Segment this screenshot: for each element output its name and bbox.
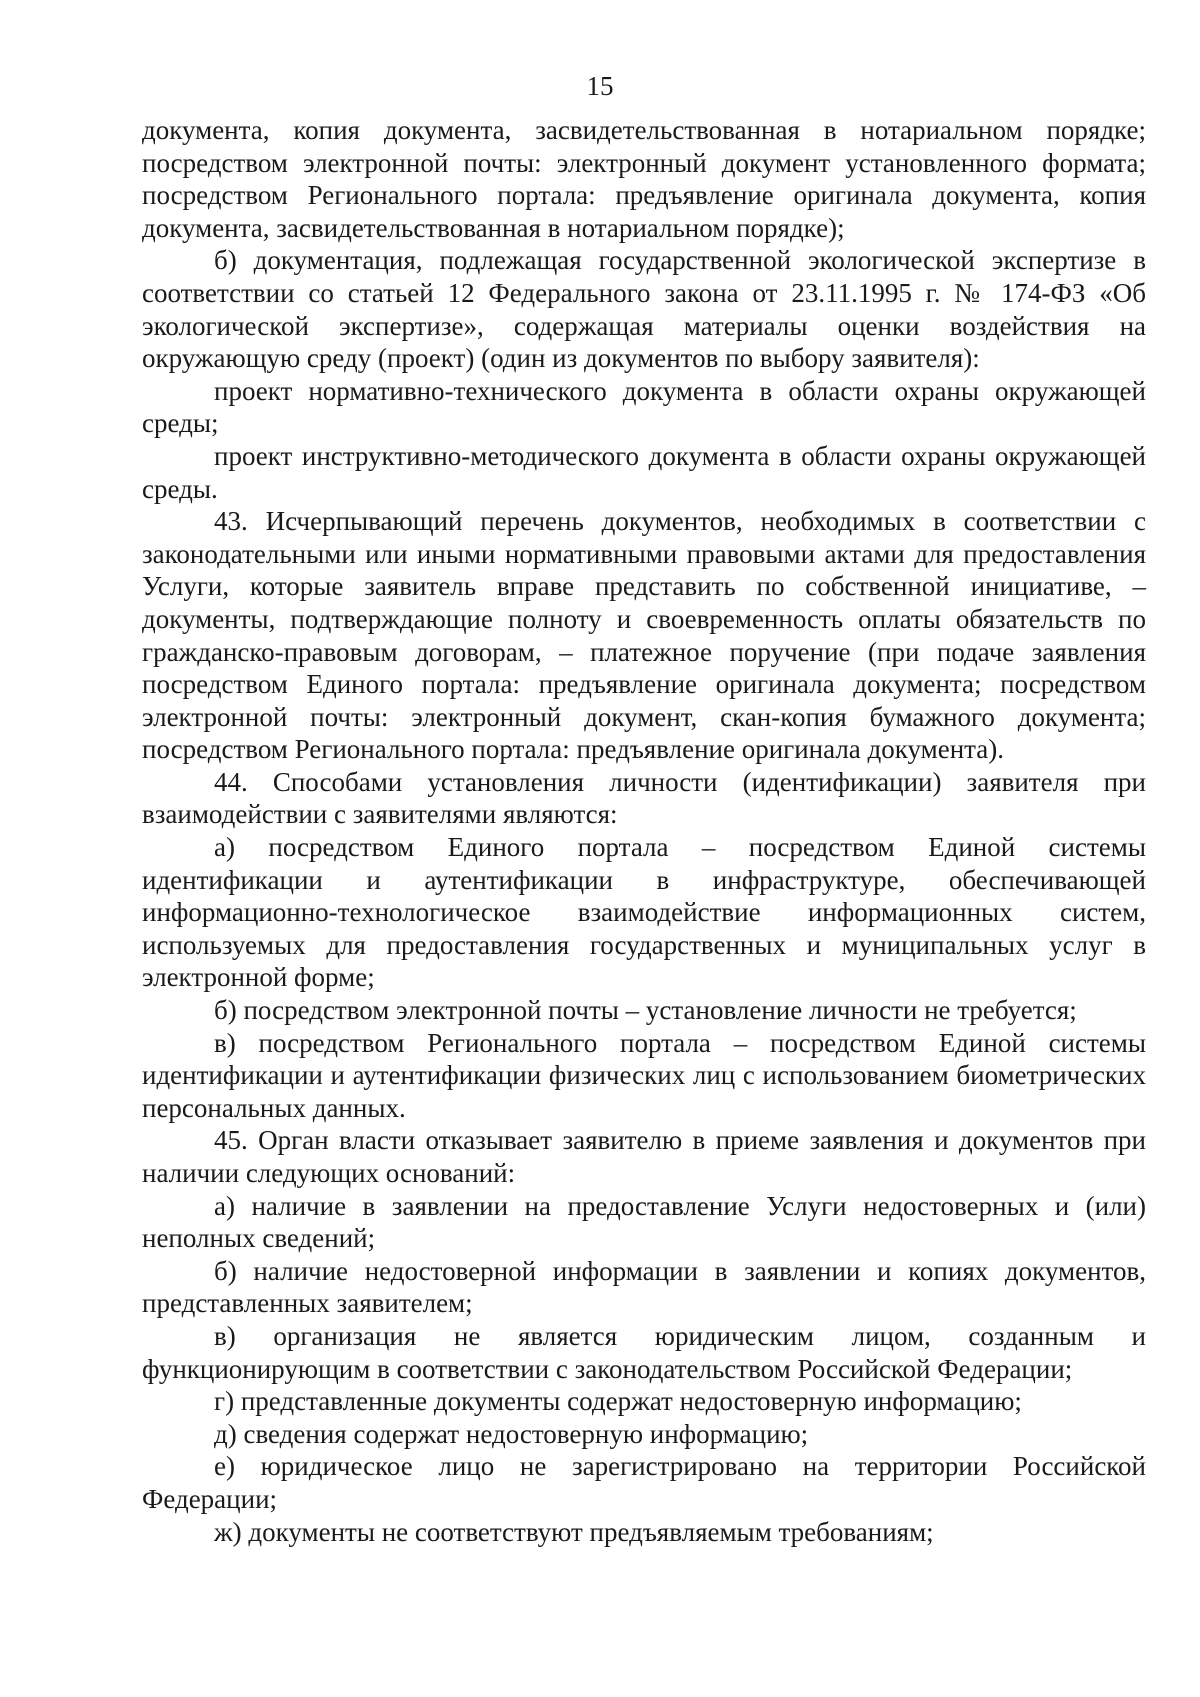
paragraph-45-item-a: а) наличие в заявлении на предоставление Услуги недостоверных и (или) неполных сведений; bbox=[142, 1190, 1146, 1254]
document-body bbox=[142, 114, 1146, 1548]
paragraph-instructive-methodical-project: проект инструктивно-методического документа в области охраны окружающей среды. bbox=[142, 440, 1146, 504]
paragraph-45-item-d: д) сведения содержат недостоверную информацию; bbox=[214, 1418, 809, 1449]
paragraph-45-item-g: г) представленные документы содержат недостоверную информацию; bbox=[214, 1386, 1022, 1417]
paragraph-45-item-e: е) юридическое лицо не зарегистрировано на территории Российской Федерации; bbox=[142, 1451, 1146, 1514]
paragraph-section-43: 43. Исчерпывающий перечень документов, необходимых в соответствии с законодательными или иными нормативными правовыми актами для предоставления Услуги, которые заявитель вправе представить по собственной инициативе, – документы, подтверждающие полноту и своевременность оплаты обязательств по гражданско-правовым договорам, – платежное поручение (при подаче заявления посредством Единого портала: предъявление оригинала документа; посредством электронной почты: электронный документ, скан-копия бумажного документа; посредством Регионального портала: предъявление оригинала документа). bbox=[142, 506, 1146, 765]
paragraph-continuation: документа, копия документа, засвидетельствованная в нотариальном порядке; посредством электронной почты: электронный документ установленного формата; посредством Регионального портала: предъявление оригинала документа, копия документа, засвидетельствованная в нотариальном порядке); bbox=[142, 115, 1146, 243]
paragraph-45-item-zh: ж) документы не соответствуют предъявляемым требованиям; bbox=[214, 1516, 934, 1547]
paragraph-44-item-v: в) посредством Регионального портала – посредством Единой системы идентификации и аутентификации физических лиц с использованием биометрических персональных данных. bbox=[142, 1027, 1146, 1123]
paragraph-normative-technical-project: проект нормативно-технического документа в области охраны окружающей среды; bbox=[142, 375, 1146, 439]
paragraph-44-item-b: б) посредством электронной почты – установление личности не требуется; bbox=[214, 995, 1077, 1026]
paragraph-item-b-documentation: б) документация, подлежащая государственной экологической экспертизе в соответствии со статьей 12 Федерального закона от 23.11.1995 г. № 174-ФЗ «Об экологической экспертизе», содержащая материалы оценки воздействия на окружающую среду (проект) (один из документов по выбору заявителя): bbox=[142, 245, 1146, 374]
paragraph-section-45: 45. Орган власти отказывает заявителю в приеме заявления и документов при наличии следующих оснований: bbox=[142, 1125, 1146, 1188]
paragraph-45-item-b: б) наличие недостоверной информации в заявлении и копиях документов, представленных заявителем; bbox=[142, 1255, 1146, 1319]
page-number: 15 bbox=[586, 71, 614, 101]
paragraph-section-44: 44. Способами установления личности (идентификации) заявителя при взаимодействии с заявителями являются: bbox=[142, 766, 1146, 830]
paragraph-45-item-v: в) организация не является юридическим лицом, созданным и функционирующим в соответствии с законодательством Российской Федерации; bbox=[142, 1320, 1146, 1384]
paragraph-44-item-a: а) посредством Единого портала – посредством Единой системы идентификации и аутентификации в инфраструктуре, обеспечивающей информационно-технологическое взаимодействие информационных систем, используемых для предоставления государственных и муниципальных услуг в электронной форме; bbox=[142, 832, 1146, 993]
